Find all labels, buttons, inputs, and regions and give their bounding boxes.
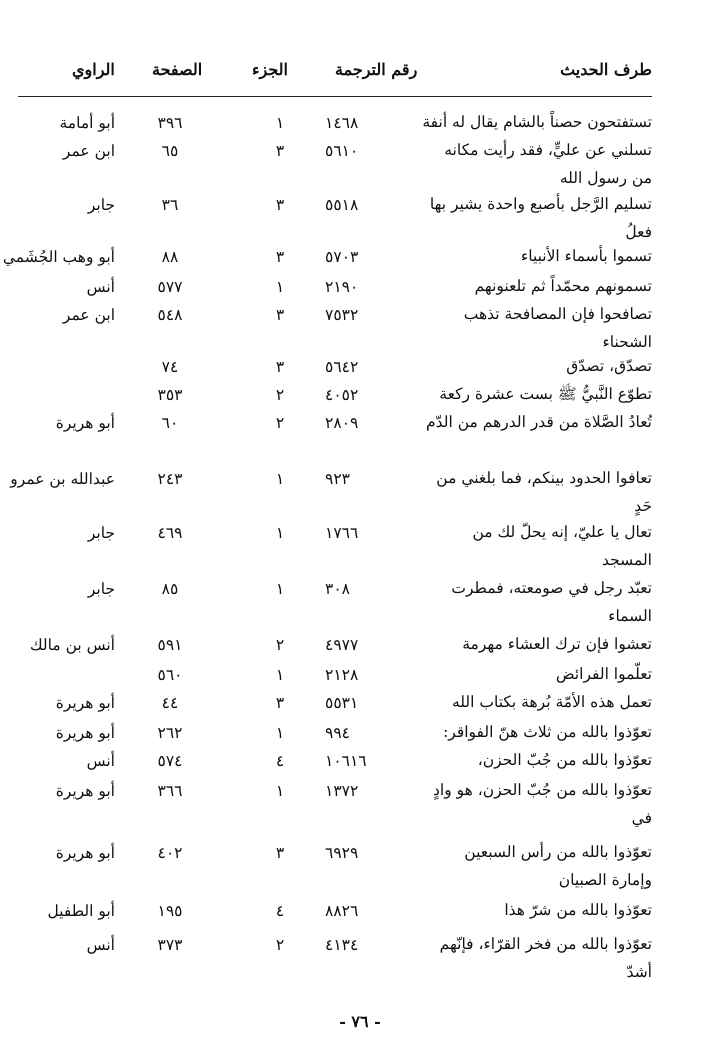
header-rule bbox=[18, 96, 652, 97]
entry-number: ٧٥٣٢ bbox=[325, 306, 359, 324]
hadith-text: تعشوا فإن ترك العشاء مهرمة bbox=[462, 635, 652, 653]
hadith-text: تعلّموا الفرائض bbox=[555, 665, 652, 683]
page-number-cell: ١٩٥ bbox=[157, 902, 183, 920]
header-narrator: الراوي bbox=[72, 60, 115, 79]
hadith-text: تسليم الرَّجل بأصبع واحدة يشير بها فعلُ bbox=[429, 195, 652, 241]
part-number: ١ bbox=[275, 782, 285, 800]
page-number-cell: ٢٦٢ bbox=[157, 724, 183, 742]
page-number-cell: ٣٧٣ bbox=[157, 936, 183, 954]
narrator: عبدالله بن عمرو bbox=[10, 470, 115, 488]
hadith-text: تعوّذوا بالله من جُبّ الحزن، هو وادٍ في bbox=[432, 781, 652, 827]
page-number-cell: ٨٥ bbox=[161, 580, 179, 598]
page-number-cell: ٧٤ bbox=[161, 358, 179, 376]
narrator: أبو هريرة bbox=[55, 782, 115, 800]
entry-number: ١٠٦١٦ bbox=[325, 752, 367, 770]
entry-number: ٥٥٣١ bbox=[325, 694, 359, 712]
page-number-cell: ٣٥٣ bbox=[157, 386, 183, 404]
entry-number: ١٤٦٨ bbox=[325, 114, 359, 132]
entry-number: ٥٦٤٢ bbox=[325, 358, 359, 376]
page-number-cell: ٢٤٣ bbox=[157, 470, 183, 488]
page-number-cell: ٥٧٧ bbox=[157, 278, 183, 296]
narrator: جابر bbox=[87, 580, 115, 598]
hadith-text: تُعادُ الصَّلاة من قدر الدرهم من الدّم bbox=[426, 413, 652, 431]
entry-number: ٤١٣٤ bbox=[325, 936, 359, 954]
page-number-cell: ٦٠ bbox=[161, 414, 179, 432]
page-number-cell: ٥٦٠ bbox=[157, 666, 183, 684]
hadith-text: تستفتحون حصناً بالشام يقال له أنفة bbox=[422, 113, 652, 131]
narrator: أنس bbox=[86, 752, 115, 770]
hadith-text: تعافوا الحدود بينكم، فما بلغني من حَدٍ bbox=[436, 469, 652, 515]
part-number: ٢ bbox=[275, 414, 285, 432]
entry-number: ٢١٢٨ bbox=[325, 666, 359, 684]
narrator: أبو هريرة bbox=[55, 724, 115, 742]
part-number: ٢ bbox=[275, 636, 285, 654]
entry-number: ٤٩٧٧ bbox=[325, 636, 359, 654]
narrator: ابن عمر bbox=[62, 142, 115, 160]
part-number: ١ bbox=[275, 470, 285, 488]
part-number: ٣ bbox=[275, 358, 285, 376]
hadith-text: تعمل هذه الأمّة بُرهة بكتاب الله bbox=[451, 693, 652, 711]
entry-number: ٣٠٨ bbox=[325, 580, 350, 598]
part-number: ٣ bbox=[275, 248, 285, 266]
page-number-cell: ٤٠٢ bbox=[157, 844, 183, 862]
narrator: ابن عمر bbox=[62, 306, 115, 324]
part-number: ٢ bbox=[275, 386, 285, 404]
part-number: ٣ bbox=[275, 196, 285, 214]
narrator: جابر bbox=[87, 524, 115, 542]
part-number: ١ bbox=[275, 666, 285, 684]
page-number-cell: ٥٩١ bbox=[157, 636, 183, 654]
part-number: ١ bbox=[275, 278, 285, 296]
hadith-text: تسلني عن عليٍّ، فقد رأيت مكانه من رسول الله bbox=[444, 141, 652, 187]
entry-number: ٢١٩٠ bbox=[325, 278, 359, 296]
part-number: ١ bbox=[275, 114, 285, 132]
hadith-text: تصافحوا فإن المصافحة تذهب الشحناء bbox=[463, 305, 652, 351]
part-number: ٣ bbox=[275, 694, 285, 712]
hadith-text: تعبّد رجل في صومعته، فمطرت السماء bbox=[451, 579, 652, 625]
page-number-cell: ٥٧٤ bbox=[157, 752, 183, 770]
page-number: - ٧٦ - bbox=[339, 1012, 381, 1031]
header-hadith: طرف الحديث bbox=[560, 60, 652, 79]
hadith-text: تعال يا عليّ، إنه يحلّ لك من المسجد bbox=[472, 523, 652, 569]
entry-number: ٤٠٥٢ bbox=[325, 386, 359, 404]
hadith-text: تعوّذوا بالله من ثلاث هنّ الفواقر: bbox=[443, 723, 652, 741]
page-number-cell: ٤٤ bbox=[161, 694, 179, 712]
entry-number: ٥٦١٠ bbox=[325, 142, 359, 160]
entry-number: ٥٧٠٣ bbox=[325, 248, 359, 266]
page-number-cell: ٣٦ bbox=[161, 196, 179, 214]
entry-number: ٢٨٠٩ bbox=[325, 414, 359, 432]
entry-number: ١٧٦٦ bbox=[325, 524, 359, 542]
entry-number: ٦٩٢٩ bbox=[325, 844, 359, 862]
hadith-text: تسمونهم محمّداً ثم تلعنونهم bbox=[474, 277, 652, 295]
narrator: أنس بن مالك bbox=[29, 636, 115, 654]
part-number: ٣ bbox=[275, 306, 285, 324]
part-number: ٤ bbox=[275, 902, 285, 920]
hadith-text: تسموا بأسماء الأنبياء bbox=[520, 247, 652, 265]
narrator: أبو الطفيل bbox=[47, 902, 115, 920]
hadith-text: تعوّذوا بالله من رأس السبعين وإمارة الصبيان bbox=[464, 843, 652, 889]
entry-number: ٩٢٣ bbox=[325, 470, 350, 488]
hadith-text: تطوّع النَّبيُّ ﷺ بست عشرة ركعة bbox=[439, 385, 652, 403]
page-number-cell: ٥٤٨ bbox=[157, 306, 183, 324]
page-number-cell: ٤٦٩ bbox=[157, 524, 183, 542]
entry-number: ٩٩٤ bbox=[325, 724, 350, 742]
part-number: ١ bbox=[275, 724, 285, 742]
narrator: جابر bbox=[87, 196, 115, 214]
narrator: أبو أمامة bbox=[59, 114, 115, 132]
hadith-text: تعوّذوا بالله من فخر القرّاء، فإنّهم أشدّ bbox=[439, 935, 652, 981]
part-number: ٤ bbox=[275, 752, 285, 770]
narrator: أبو هريرة bbox=[55, 414, 115, 432]
narrator: أنس bbox=[86, 936, 115, 954]
page-number-cell: ٣٩٦ bbox=[157, 114, 183, 132]
page-number-cell: ٦٥ bbox=[161, 142, 179, 160]
hadith-text: تصدّق، تصدّق bbox=[566, 357, 652, 375]
page-number-cell: ٨٨ bbox=[161, 248, 179, 266]
header-page: الصفحة bbox=[152, 60, 203, 79]
entry-number: ١٣٧٢ bbox=[325, 782, 359, 800]
part-number: ١ bbox=[275, 524, 285, 542]
header-part: الجزء bbox=[252, 60, 288, 79]
narrator: أنس bbox=[86, 278, 115, 296]
header-number: رقم الترجمة bbox=[335, 60, 418, 79]
entry-number: ٨٨٢٦ bbox=[325, 902, 359, 920]
narrator: أبو هريرة bbox=[55, 844, 115, 862]
hadith-text: تعوّذوا بالله من شرّ هذا bbox=[504, 901, 652, 919]
entry-number: ٥٥١٨ bbox=[325, 196, 359, 214]
hadith-text: تعوّذوا بالله من جُبّ الحزن، bbox=[477, 751, 652, 769]
part-number: ٢ bbox=[275, 936, 285, 954]
page-number-cell: ٣٦٦ bbox=[157, 782, 183, 800]
part-number: ٣ bbox=[275, 142, 285, 160]
part-number: ٣ bbox=[275, 844, 285, 862]
narrator: أبو هريرة bbox=[55, 694, 115, 712]
narrator: أبو وهب الجُشَمي bbox=[2, 248, 115, 266]
part-number: ١ bbox=[275, 580, 285, 598]
